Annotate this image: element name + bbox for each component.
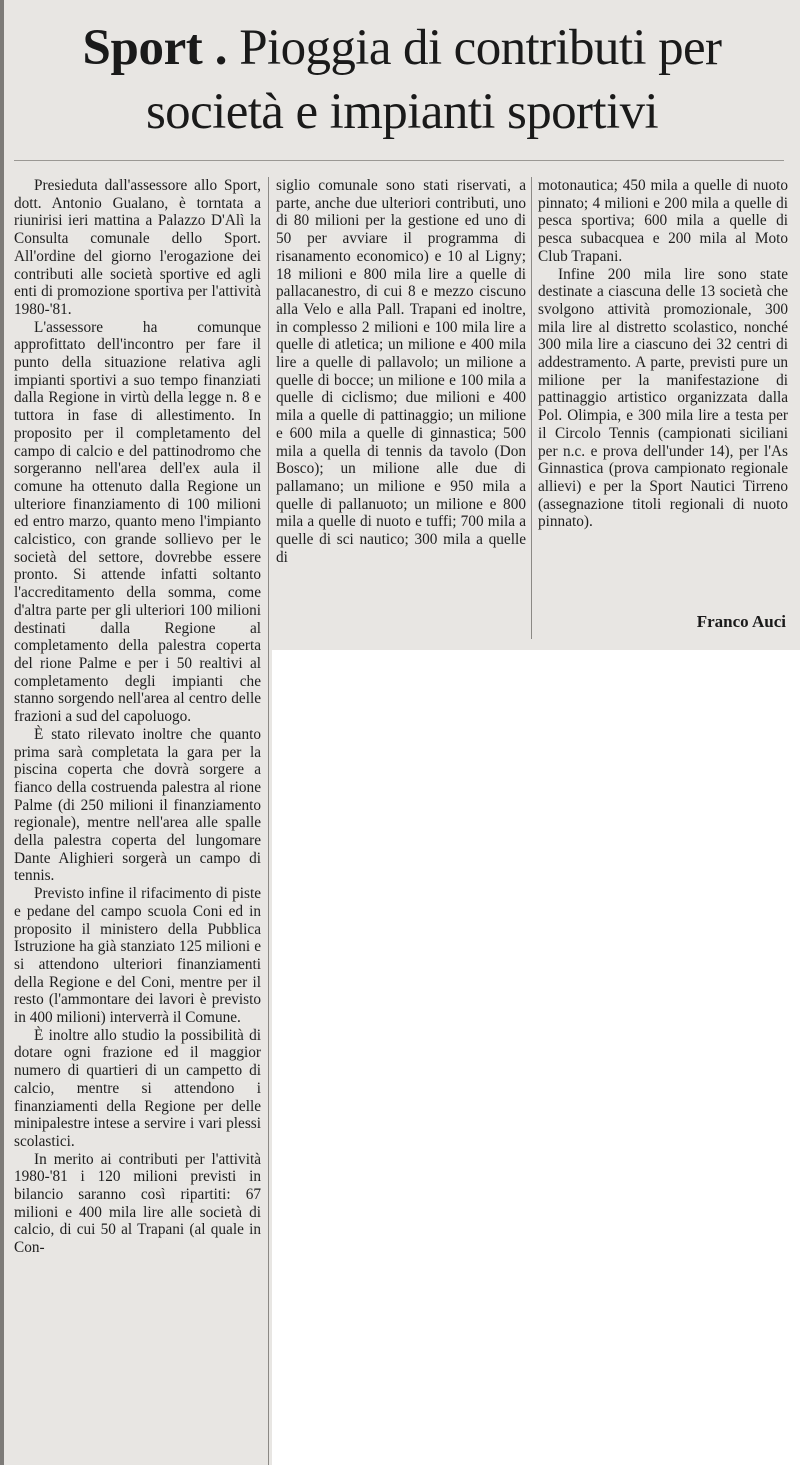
paragraph: Presieduta dall'assessore allo Sport, dott. Antonio Gualano, è torntata a riunirisi ieri mattina a Palazzo D'Alì la Consulta comunale dello Sport. All'ordine del giorno l'erogazione dei contributi alle società sportive ed agli enti di promozione sportiva per l'attività 1980-'81. [14,177,261,318]
headline-title: Pioggia di contributi per società e impianti sportivi [145,20,722,140]
paragraph: È inoltre allo studio la possibilità di dotare ogni frazione ed il maggior numero di quartieri di un campetto di calcio, mentre si attendono i finanziamenti della Regione per delle minipalestre intese a servire i vari plessi scolastici. [14,1026,261,1150]
paragraph: motonautica; 450 mila a quelle di nuoto pinnato; 4 milioni e 200 mila a quelle di pesca sportiva; 600 mila a quelle di pesca subacquea e 200 mila al Moto Club Trapani. [538,177,788,265]
article-column-1 [14,177,261,1257]
headline-kicker: Sport . [82,20,228,76]
page-edge [0,0,4,1465]
headline-rule [14,160,784,161]
paragraph: Previsto infine il rifacimento di piste e pedane del campo scuola Coni ed in proposito il ministero della Pubblica Istruzione ha già stanziato 125 milioni e si attendono ulteriori finanziamenti della Regione e del Coni, mentre per il resto (l'ammontare dei lavori è previsto in 400 milioni) interverrà il Comune. [14,885,261,1027]
author-byline: Franco Auci [696,612,786,631]
paragraph: L'assessore ha comunque approfittato dell'incontro per fare il punto della situazione relativa agli impianti sportivi a suo tempo finanziati dalla Regione in virtù della legge n. 8 e tuttora in fase di allestimento. In proposito per il completamento del campo di calcio e del pattinodromo che sorgeranno nell'area dell'ex aula il comune ha ottenuto dalla Regione un ulteriore finanziamento di 100 milioni ed entro marzo, quanto meno l'impianto calcistico, con grande sollievo per le società del settore, dovrebbe essere pronto. Si attende infatti soltanto l'accreditamento della somma, come d'altra parte per gli ulteriori 100 milioni destinati dalla Regione al completamento della palestra coperta del rione Palme e per i 50 realtivi al completamento degli impianti che stanno sorgendo nell'area al centro delle frazioni a sud del capoluogo. [14,318,261,726]
article-column-3 [538,177,788,531]
article-headline [14,16,790,144]
column-rule [268,177,269,1465]
paragraph: In merito ai contributi per l'attività 1980-'81 i 120 milioni previsti in bilancio saranno così ripartiti: 67 milioni e 400 mila lire alle società di calcio, di cui 50 al Trapani (al quale in Con- [14,1150,261,1257]
paragraph: siglio comunale sono stati riservati, a parte, anche due ulteriori contributi, uno di 80 milioni per la gestione ed uno di 50 per avviare il programma di risanamento economico) e 10 al Ligny; 18 milioni e 800 mila lire a quelle di pallacanestro, di cui 8 e mezzo ciscuno alla Velo e alla Pall. Trapani ed inoltre, in complesso 2 milioni e 100 mila lire a quelle di atletica; un milione e 400 mila lire a quelle di pallavolo; un milione a quelle di bocce; un milione e 100 mila a quelle di ciclismo; due milioni e 400 mila a quelle di pattinaggio; un milione e 600 mila a quelle di ginnastica; 500 mila a quella di tennis da tavolo (Don Bosco); un milione alle due di pallamano; un milione e 950 mila a quelle di pallanuoto; un milione e 800 mila a quelle di nuoto e tuffi; 700 mila a quelle di sci nautico; 300 mila a quelle di [276,177,526,566]
paragraph: Infine 200 mila lire sono state destinate a ciascuna delle 13 società che svolgono attività promozionale, 300 mila lire al distretto scolastico, nonché 300 mila lire a ciascuno dei 32 centri di addestramento. A parte, previsti pure un milione per la manifestazione di pattinaggio artistico organizzata dalla Pol. Olimpia, e 300 mila lire a testa per il Circolo Tennis (campionati siciliani per n.c. e prova dell'under 14), per l'As Ginnastica (prova campionato regionale allievi) e per la Sport Nautici Tirreno (assegnazione titoli regionali di nuoto pinnato). [538,265,788,531]
article-column-2 [276,177,526,566]
paragraph: È stato rilevato inoltre che quanto prima sarà completata la gara per la piscina coperta che dovrà sorgere a fianco della costruenda palestra al rione Palme (di 250 milioni il finanziamento regionale), mentre nell'area alle spalle della palestra coperta del lungomare Dante Alighieri sorgerà un campo di tennis. [14,725,261,885]
column-rule [531,177,532,639]
